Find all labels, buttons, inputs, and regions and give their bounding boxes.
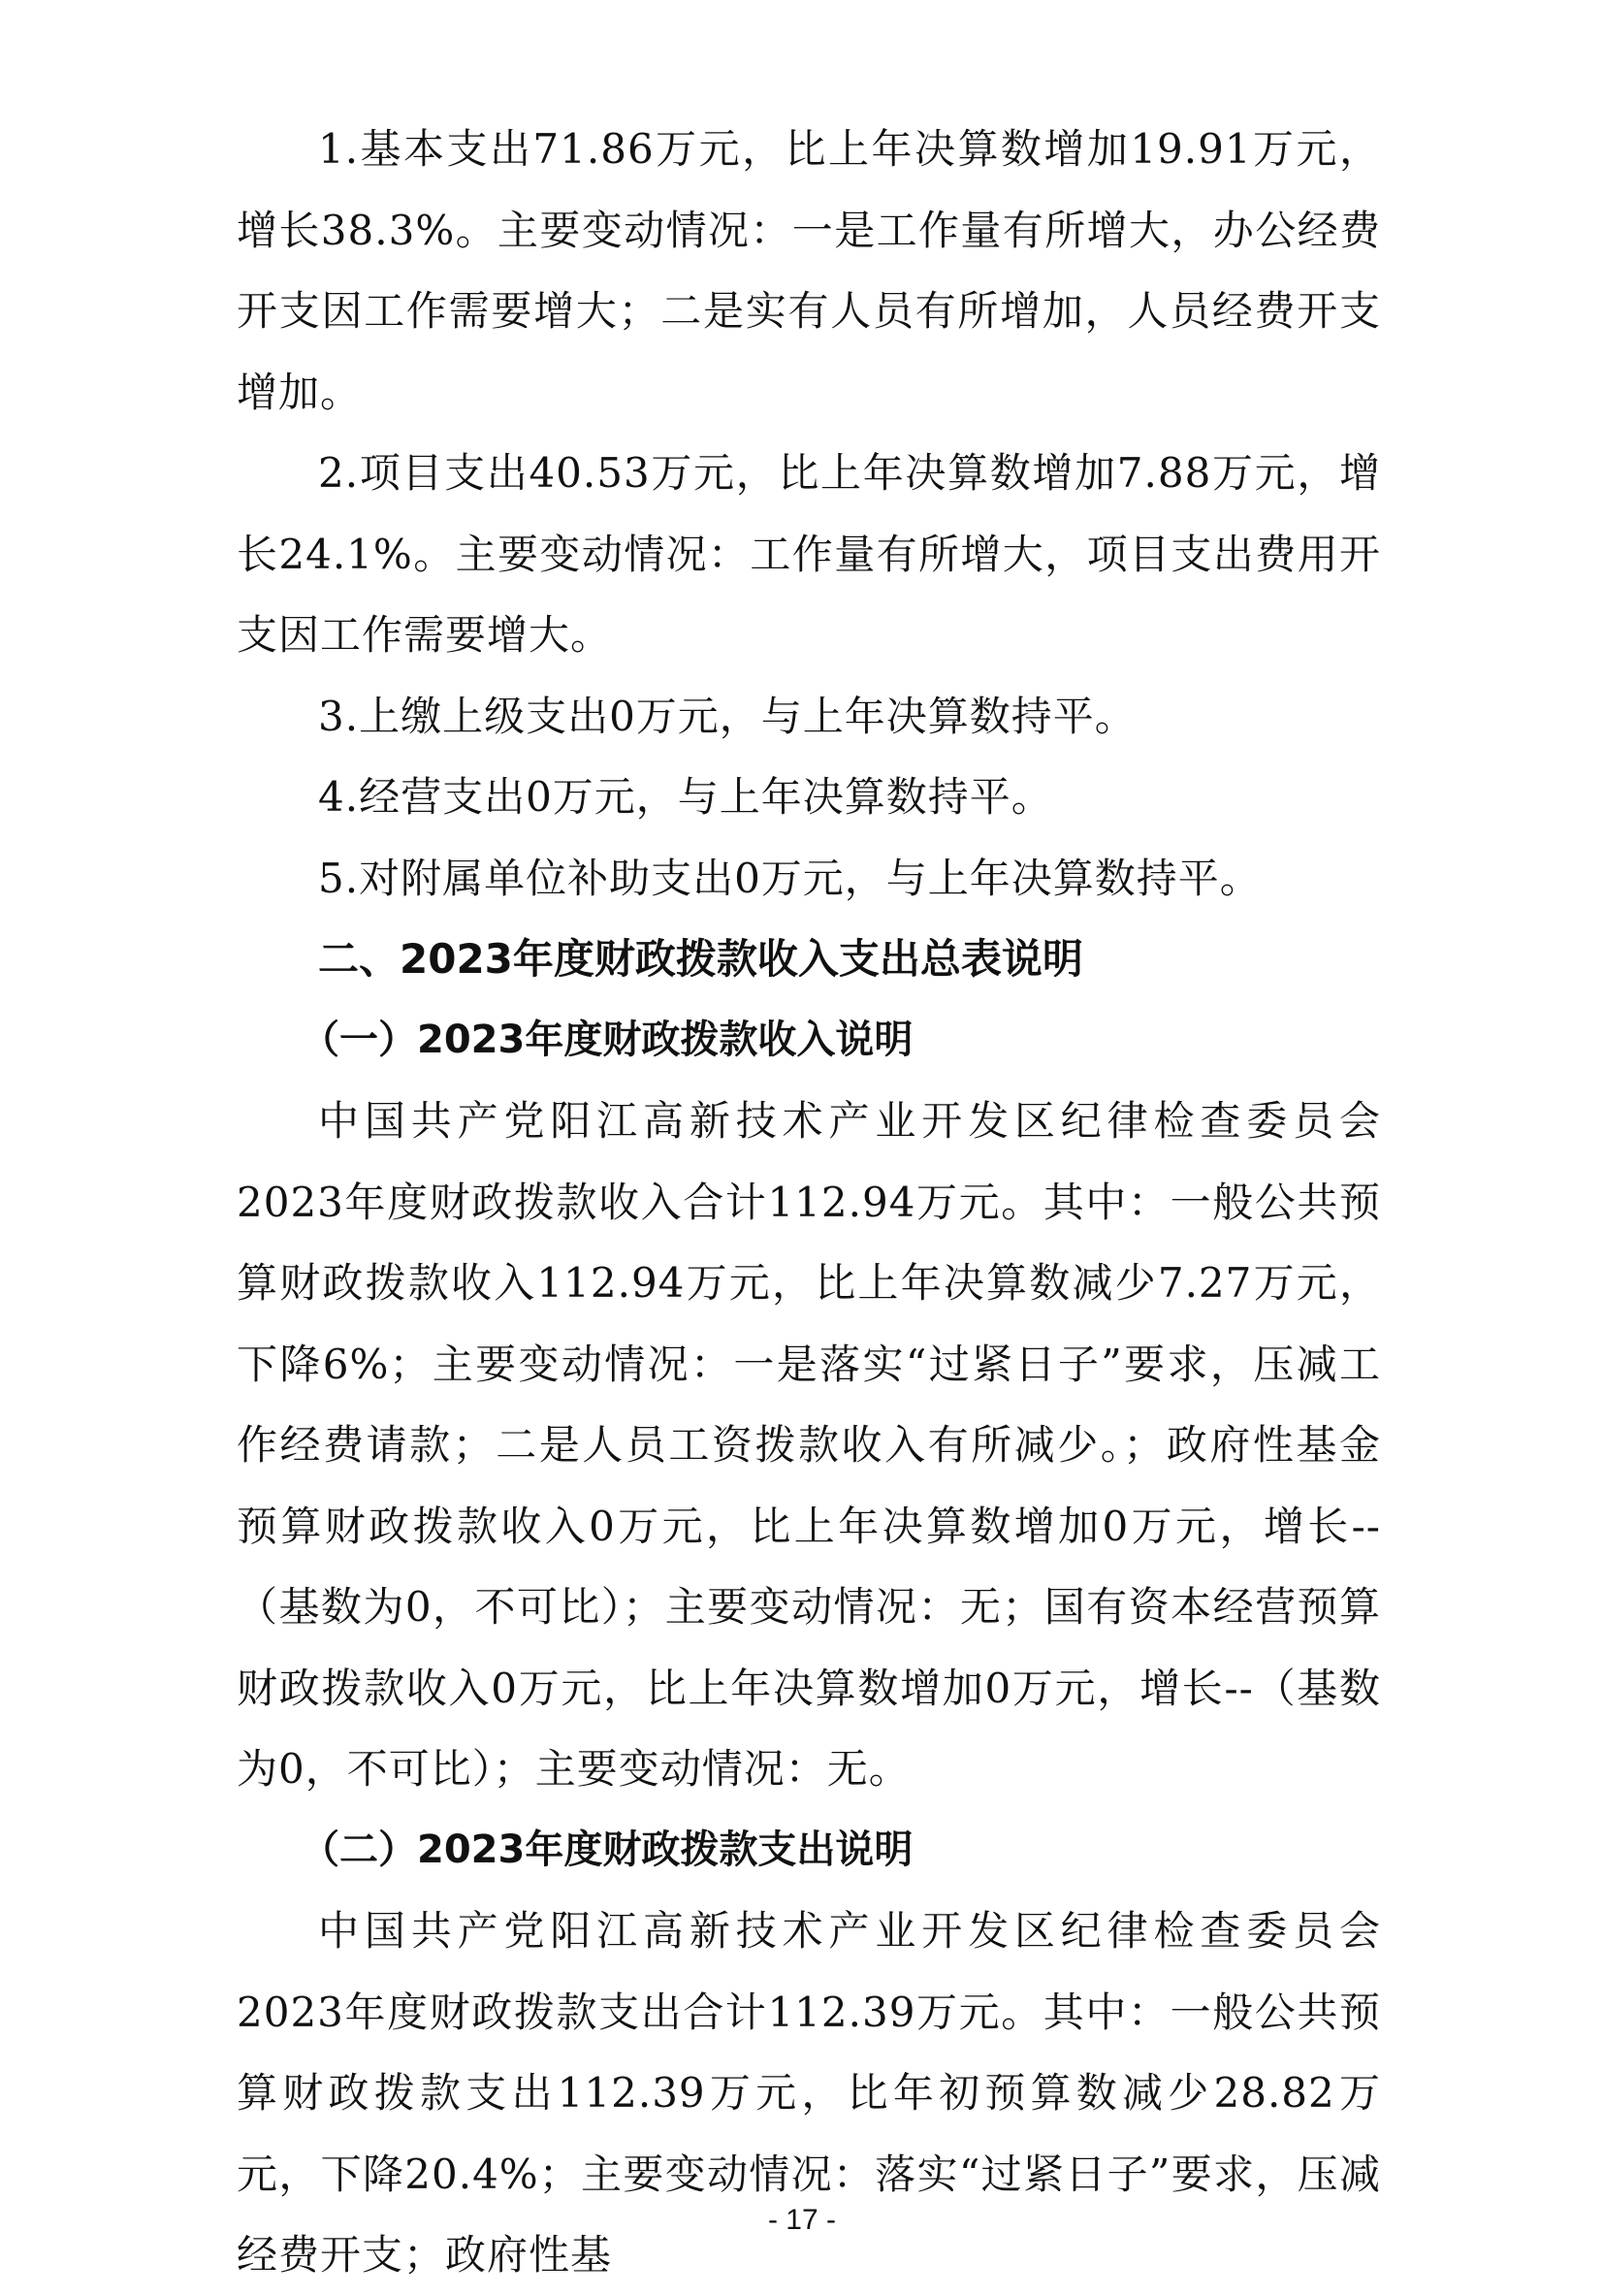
subsection-heading-income: （一）2023年度财政拨款收入说明	[301, 1017, 914, 1062]
paragraph-basic-expenditure: 1.基本支出71.86万元，比上年决算数增加19.91万元，增长38.3%。主要变动情况：一是工作量有所增大，办公经费开支因工作需要增大；二是实有人员有所增加，人员经费开支增加。	[237, 125, 1381, 416]
subsection-heading-expenditure: （二）2023年度财政拨款支出说明	[301, 1827, 914, 1872]
paragraph-expenditure: 中国共产党阳江高新技术产业开发区纪律检查委员会2023年度财政拨款支出合计112.39万元。其中：一般公共预算财政拨款支出112.39万元，比年初预算数减少28.82万元，下降20.4%；主要变动情况：落实“过紧日子”要求，压减经费开支；政府性基	[237, 1907, 1381, 2279]
paragraph-subsidiary-expenditure: 5.对附属单位补助支出0万元，与上年决算数持平。	[318, 854, 1262, 902]
paragraph-project-expenditure: 2.项目支出40.53万元，比上年决算数增加7.88万元，增长24.1%。主要变动情况：工作量有所增大，项目支出费用开支因工作需要增大。	[237, 449, 1381, 659]
document-page	[237, 109, 1381, 2296]
paragraph-operating-expenditure: 4.经营支出0万元，与上年决算数持平。	[318, 773, 1053, 821]
paragraph-upper-level-expenditure: 3.上缴上级支出0万元，与上年决算数持平。	[318, 692, 1137, 740]
section-heading: 二、2023年度财政拨款收入支出总表说明	[318, 935, 1083, 983]
page-number: - 17 -	[767, 2204, 837, 2236]
paragraph-income: 中国共产党阳江高新技术产业开发区纪律检查委员会2023年度财政拨款收入合计112.94万元。其中：一般公共预算财政拨款收入112.94万元，比上年决算数减少7.27万元，下降6%；主要变动情况：一是落实“过紧日子”要求，压减工作经费请款；二是人员工资拨款收入有所减少。；政府性基金预算财政拨款收入0万元，比上年决算数增加0万元，增长--（基数为0，不可比）；主要变动情况：无；国有资本经营预算财政拨款收入0万元，比上年决算数增加0万元，增长--（基数为0，不可比）；主要变动情况：无。	[237, 1097, 1381, 1793]
